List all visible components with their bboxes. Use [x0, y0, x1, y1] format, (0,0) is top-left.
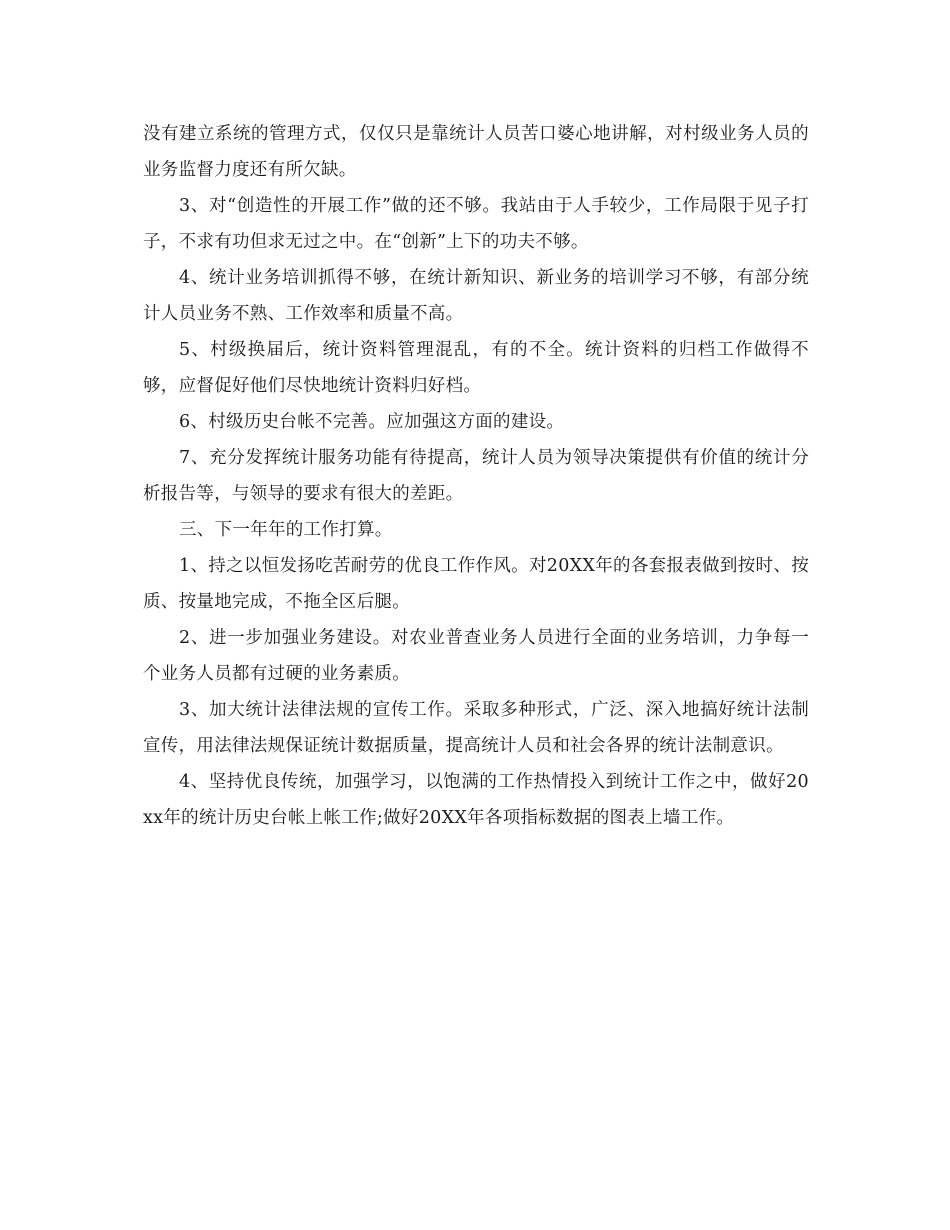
paragraph-6: 7、充分发挥统计服务功能有待提高，统计人员为领导决策提供有价值的统计分析报告等，与领导的要求有很大的差距。 [143, 448, 809, 504]
paragraph-1: 没有建立系统的管理方式，仅仅只是靠统计人员苦口婆心地讲解，对村级业务人员的业务监督力度还有所欠缺。 [143, 124, 809, 180]
paragraph-10: 4、坚持优良传统，加强学习，以饱满的工作热情投入到统计工作之中，做好20xx年的统计历史台帐上帐工作;做好20XX年各项指标数据的图表上墙工作。 [143, 772, 809, 828]
paragraph-5: 6、村级历史台帐不完善。应加强这方面的建设。 [179, 412, 565, 432]
paragraph-3: 4、统计业务培训抓得不够，在统计新知识、新业务的培训学习不够，有部分统计人员业务不熟、工作效率和质量不高。 [143, 268, 809, 324]
paragraph-4: 5、村级换届后，统计资料管理混乱，有的不全。统计资料的归档工作做得不够，应督促好他们尽快地统计资料归好档。 [143, 340, 809, 396]
paragraph-7: 1、持之以恒发扬吃苦耐劳的优良工作作风。对20XX年的各套报表做到按时、按质、按量地完成，不拖全区后腿。 [143, 556, 809, 612]
document-body [143, 116, 809, 836]
section-heading: 三、下一年年的工作打算。 [179, 520, 393, 540]
paragraph-9: 3、加大统计法律法规的宣传工作。采取多种形式，广泛、深入地搞好统计法制宣传，用法律法规保证统计数据质量，提高统计人员和社会各界的统计法制意识。 [143, 700, 809, 756]
paragraph-8: 2、进一步加强业务建设。对农业普查业务人员进行全面的业务培训，力争每一个业务人员都有过硬的业务素质。 [143, 628, 809, 684]
paragraph-2: 3、对“创造性的开展工作”做的还不够。我站由于人手较少，工作局限于见子打子，不求有功但求无过之中。在“创新”上下的功夫不够。 [143, 196, 809, 252]
